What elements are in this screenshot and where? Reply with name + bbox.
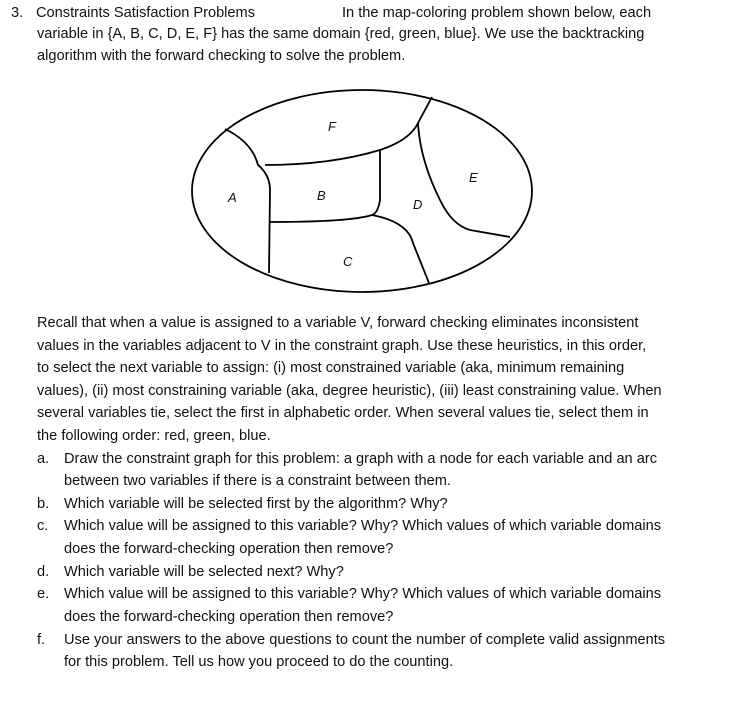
question-text: Which value will be assigned to this variable? Why? Which values of which variable domains	[64, 586, 662, 602]
recall-line: the following order: red, green, blue.	[37, 428, 271, 444]
region-label-d: D	[413, 197, 423, 212]
map-diagram	[0, 0, 747, 320]
question-letter: a.	[37, 451, 50, 467]
question-letter: e.	[37, 586, 50, 602]
problem-number: 3.	[11, 5, 24, 21]
recall-line: Recall that when a value is assigned to a variable V, forward checking eliminates inconsistent	[37, 315, 639, 331]
boundary-f	[265, 97, 432, 165]
intro-line: In the map-coloring problem shown below, each	[342, 5, 652, 21]
region-label-b: B	[317, 188, 326, 203]
intro-line: algorithm with the forward checking to solve the problem.	[37, 48, 406, 64]
question-text: Which value will be assigned to this variable? Why? Which values of which variable domains	[64, 518, 662, 534]
question-letter: c.	[37, 518, 49, 534]
question-text: for this problem. Tell us how you proceed to do the counting.	[64, 654, 454, 670]
question-text: Which variable will be selected first by the algorithm? Why?	[64, 496, 448, 512]
question-letter: b.	[37, 496, 50, 512]
recall-line: to select the next variable to assign: (i) most constrained variable (aka, minimum remaining	[37, 360, 625, 376]
question-letter: f.	[37, 632, 46, 648]
map-border	[192, 90, 532, 292]
boundary-c-d	[372, 215, 429, 283]
question-text: Which variable will be selected next? Why?	[64, 564, 344, 580]
region-label-e: E	[469, 170, 478, 185]
boundary-d-e	[418, 123, 510, 237]
region-label-a: A	[228, 190, 237, 205]
intro-line: variable in {A, B, C, D, E, F} has the same domain {red, green, blue}. We use the backtracking	[37, 26, 645, 42]
question-text: Use your answers to the above questions to count the number of complete valid assignments	[64, 632, 666, 648]
region-label-f: F	[328, 119, 336, 134]
recall-line: values), (ii) most constraining variable (aka, degree heuristic), (iii) least constraining value. When	[37, 383, 662, 399]
question-text: Draw the constraint graph for this problem: a graph with a node for each variable and an arc	[64, 451, 657, 467]
recall-line: several variables tie, select the first in alphabetic order. When several values tie, select them in	[37, 405, 649, 421]
question-text: does the forward-checking operation then remove?	[64, 541, 394, 557]
problem-title: Constraints Satisfaction Problems	[36, 5, 255, 21]
recall-line: values in the variables adjacent to V in the constraint graph. Use these heuristics, in this order,	[37, 338, 647, 354]
question-letter: d.	[37, 564, 50, 580]
question-text: between two variables if there is a constraint between them.	[64, 473, 451, 489]
region-label-c: C	[343, 254, 353, 269]
question-text: does the forward-checking operation then remove?	[64, 609, 394, 625]
